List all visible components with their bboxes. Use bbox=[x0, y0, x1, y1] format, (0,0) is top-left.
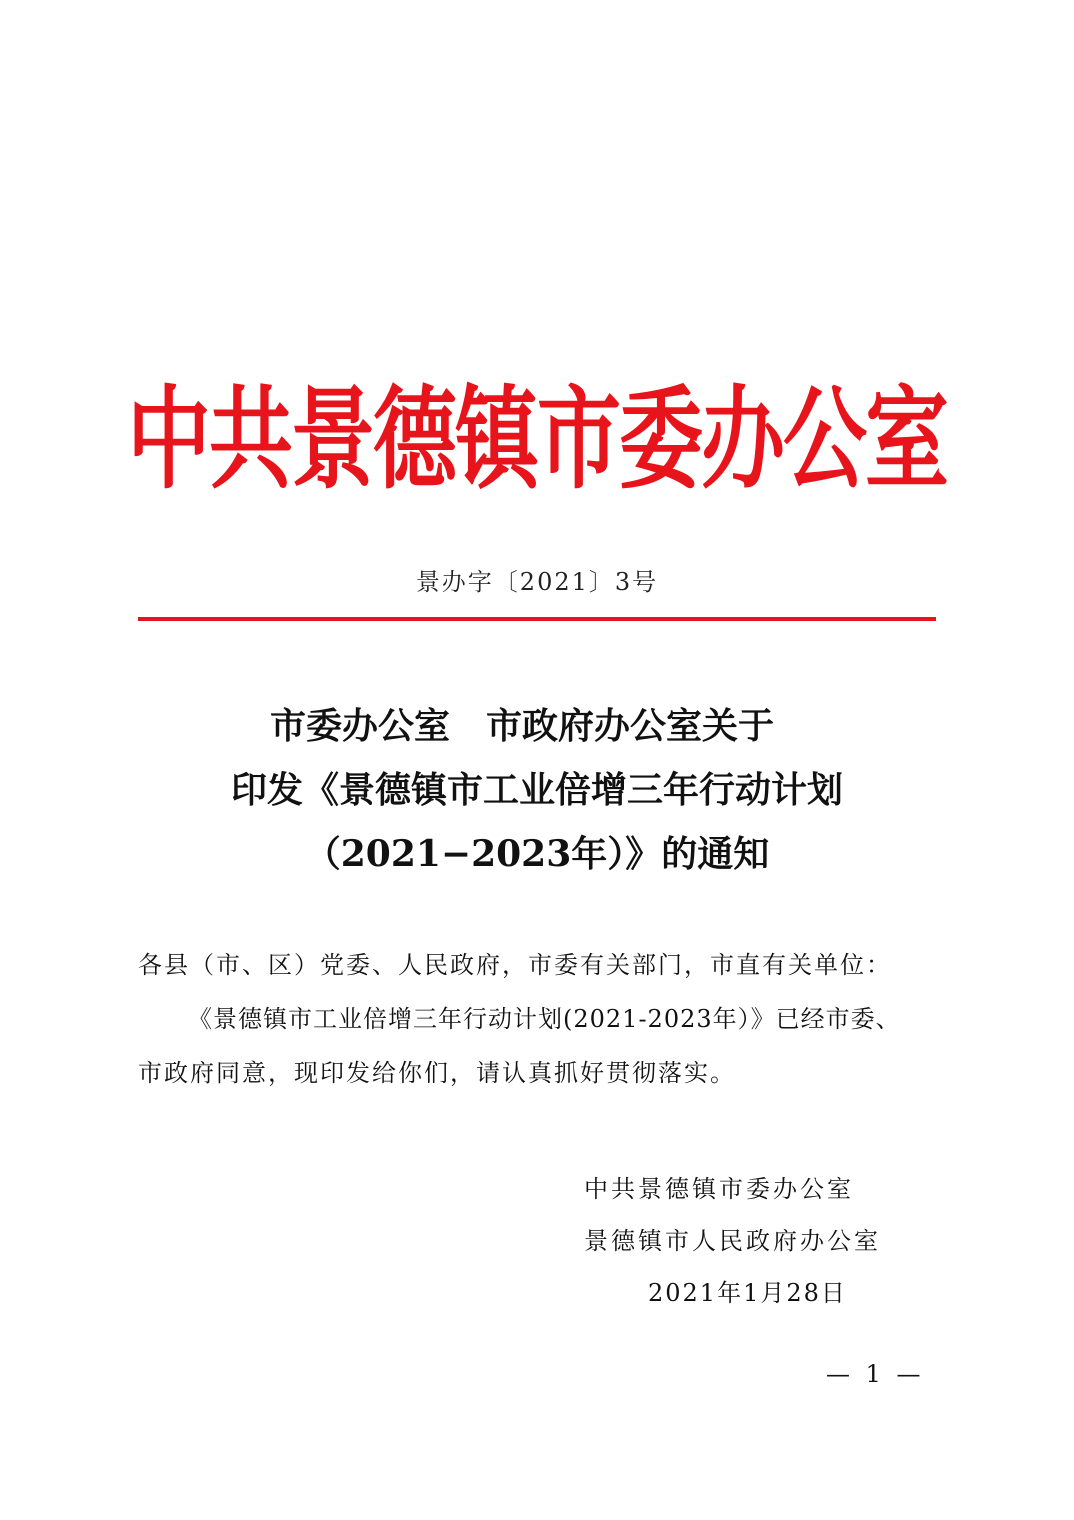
title-line-1: 市委办公室 市政府办公室关于 bbox=[269, 705, 774, 747]
salutation: 各县（市、区）党委、人民政府，市委有关部门，市直有关单位： bbox=[138, 951, 892, 979]
title-line-2: 印发《景德镇市工业倍增三年行动计划 bbox=[230, 769, 843, 811]
signature-block bbox=[584, 1163, 904, 1319]
red-divider-line bbox=[138, 617, 936, 621]
signature-issuer-1: 中共景德镇市委办公室 bbox=[584, 1175, 854, 1203]
signature-issuer-2: 景德镇市人民政府办公室 bbox=[584, 1227, 881, 1255]
paragraph-line-1: 《景德镇市工业倍增三年行动计划(2021-2023年）》已经市委、 bbox=[188, 1005, 901, 1033]
masthead-organization: 中共景德镇市委办公室 bbox=[126, 374, 947, 504]
document-title bbox=[0, 694, 1074, 886]
title-line-3: （2021−2023年）》的通知 bbox=[304, 833, 770, 875]
document-body bbox=[138, 938, 948, 1100]
document-number: 景办字〔2021〕3号 bbox=[415, 568, 659, 596]
paragraph-line-2: 市政府同意，现印发给你们，请认真抓好贯彻落实。 bbox=[138, 1059, 736, 1087]
signature-date: 2021年1月28日 bbox=[648, 1279, 847, 1307]
page-number: — 1 — bbox=[826, 1360, 925, 1388]
